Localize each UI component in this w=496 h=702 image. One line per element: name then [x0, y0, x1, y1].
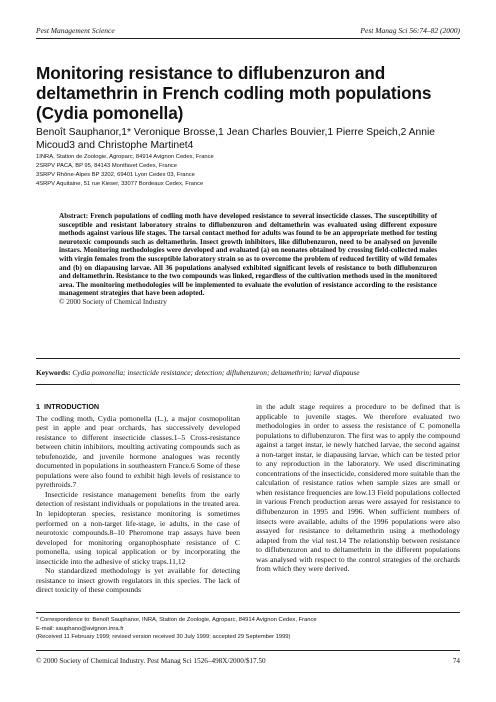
affiliation-2: 2SRPV PACA, BP 95, 84143 Montfavet Cedex, France	[36, 163, 177, 169]
received-dates: (Received 11 February 1999; revised version received 30 July 1999; accepted 29 September 1999)	[36, 634, 291, 641]
abstract-text: Abstract: French populations of codling moth have developed resistance to several insecticide classes. The susceptibility of susceptible and resistant laboratory strains to diflubenzuron and deltamethrin was evaluated using different exposure methods against various life stages. The tarsal contact method for adults was found to be an appropriate method for testing neurotoxic compounds such as deltamethrin. Insect growth inhibitors, like diflubenzuron, need to be analysed on juvenile instars. Monitoring methodologies were developed and evaluated (a) on neonates obtained by crossing field-collected males with virgin females from the susceptible laboratory strain so as to overcome the problem of reduced fertility of wild females and (b) on diapausing larvae. All 36 populations analysed exhibited significant levels of resistance to both diflubenzuron and deltamethrin. Resistance to the two compounds was linked, regardless of the cultivation methods used in the monitored area. The monitoring methodologies will be implemented to evaluate the evolution of resistance according to the resistance management strategies that have been adopted.	[59, 212, 437, 298]
paragraph: Insecticide resistance management benefits from the early detection of resistant individuals or populations in the treated area. In lepidopteran species, resistance monitoring is sometimes performed on a non-target life-stage, ie adults, in the case of neurotoxic compounds.8–10 Pheromone trap assays have been developed for monitoring organophosphate resistance of C pomonella, using topical application or by incorporating the insecticide into the adhesive of sticky traps.11,12	[36, 489, 240, 566]
email: E-mail: sauphano@avignon.inra.fr	[36, 625, 124, 632]
article-title: Monitoring resistance to diflubenzuron and deltamethrin in French codling moth populations (Cydia pomonella)	[36, 63, 432, 123]
journal-citation: Pest Manag Sci 56:74–82 (2000)	[360, 26, 460, 35]
correspondence: * Correspondence to: Benoît Sauphanor, INRA, Station de Zoologie, Agroparc, 84914 Avignon Cedex, France	[36, 617, 317, 623]
paragraph: The codling moth, Cydia pomonella (L.), a major cosmopolitan pest in apple and pear orchards, has successively developed resistance to different insecticide classes.1–5 Cross-resistance between chitin inhibitors, moulting activating compounds such as tebufenozide, and juvenile hormone analogues was recently documented in populations in southeastern France.6 Some of these populations were also found to exhibit high levels of resistance to pyrethroids.7	[36, 413, 240, 490]
author-list: Benoît Sauphanor,1* Veronique Brosse,1 Jean Charles Bouvier,1 Pierre Speich,2 Annie Micoud3 and Christophe Martinet4	[36, 127, 435, 151]
paragraph: No standardized methodology is yet available for detecting resistance to insect growth regulators in this species. The lack of direct toxicity of these compounds	[36, 566, 240, 595]
keywords	[36, 368, 460, 377]
footer-copyright: © 2000 Society of Chemical Industry. Pest Manag Sci 1526–498X/2000/$17.50	[36, 657, 266, 665]
affiliation-4: 4SRPV Aquitaine, 51 rue Kieser, 33077 Bordeaux Cedex, France	[36, 181, 204, 187]
affiliation-3: 3SRPV Rhône-Alpes BP 3202, 69401 Lyon Cedex 03, France	[36, 172, 195, 178]
page-number: 74	[452, 657, 460, 665]
footer-rule	[36, 650, 460, 651]
section-heading	[36, 402, 240, 412]
affiliation-1: 1INRA, Station de Zoologie, Agroparc, 84914 Avignon Cedex, France	[36, 154, 214, 160]
body-column-right	[256, 402, 460, 574]
section-number: 1	[36, 402, 40, 411]
abstract	[59, 212, 437, 307]
footnote	[36, 616, 460, 642]
body-column-left	[36, 402, 240, 595]
header-rule	[36, 38, 460, 39]
keywords-label: Keywords:	[36, 368, 71, 377]
affiliations	[36, 153, 460, 189]
footnote-rule	[36, 612, 460, 613]
abstract-copyright: © 2000 Society of Chemical Industry	[59, 297, 167, 306]
keywords-text: Cydia pomonella; insecticide resistance; detection; diflubenzuron; deltamethrin; larval diapause	[72, 368, 360, 377]
keywords-rule	[36, 384, 460, 385]
abstract-rule	[36, 358, 460, 359]
paragraph: in the adult stage requires a procedure to be defined that is applicable to juvenile stages. We therefore evaluated two methodologies in order to assess the resistance of C pomonella populations to diflubenzuron. The first was to apply the compound against a target instar, ie newly hatched larvae, the second against a non-target instar, ie diapausing larvae, which can be tested prior to any reproduction in the laboratory. We used discriminating concentrations of the insecticide, considered more suitable than the calculation of resistance ratios when sample sizes are small or when resistance frequencies are low.13 Field populations collected in various French production areas were assayed for resistance to diflubenzuron in 1995 and 1996. When sufficient numbers of insects were available, adults of the 1996 populations were also assayed for resistance to deltamethrin using a methodology adapted from the vial test.14 The relationship between resistance to diflubenzuron and to deltamethrin in the different populations was analysed with respect to the control strategies of the orchards from which they were derived.	[256, 402, 460, 574]
section-title: INTRODUCTION	[44, 402, 100, 411]
journal-section: Pest Management Science	[36, 26, 115, 35]
